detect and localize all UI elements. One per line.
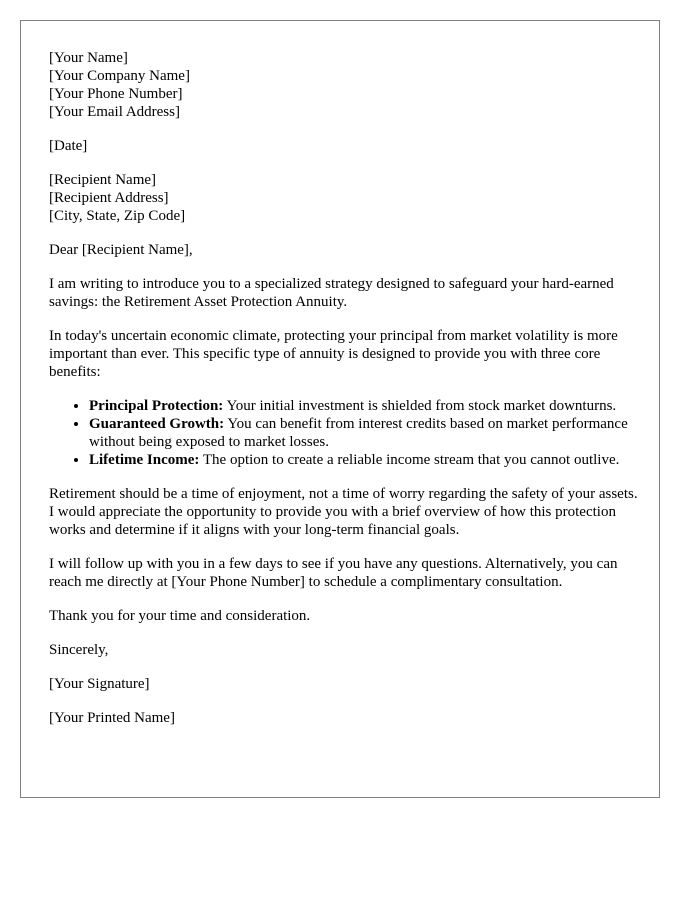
sender-email: [Your Email Address] [49, 104, 180, 120]
sender-name: [Your Name] [49, 50, 128, 66]
salutation: Dear [Recipient Name], [49, 242, 193, 258]
recipient-city-state-zip: [City, State, Zip Code] [49, 208, 186, 224]
letter-date: [Date] [49, 138, 88, 154]
context-paragraph: In today's uncertain economic climate, protecting your principal from market volatility is more important than ever. This specific type of annuity is designed to provide you with three core benefits: [49, 328, 618, 380]
intro-paragraph: I am writing to introduce you to a specialized strategy designed to safeguard your hard-earned savings: the Retirement Asset Protection Annuity. [49, 276, 614, 310]
signature-line: [Your Signature] [49, 676, 150, 692]
thanks-paragraph: Thank you for your time and consideration. [49, 608, 311, 624]
letter-page [20, 20, 660, 798]
benefit-item-principal-protection [89, 397, 639, 415]
benefit-text: You can benefit from interest credits based on market performance without being exposed to market losses. [89, 416, 628, 450]
sender-company: [Your Company Name] [49, 68, 190, 84]
sender-phone: [Your Phone Number] [49, 86, 183, 102]
sender-block [49, 49, 639, 121]
closing-paragraph-2: I will follow up with you in a few days to see if you have any questions. Alternatively, you can reach me directly at [Your Phone Number] to schedule a complimentary consultation. [49, 556, 618, 590]
benefits-list [49, 397, 639, 469]
benefit-item-guaranteed-growth [89, 415, 639, 451]
benefit-item-lifetime-income [89, 451, 639, 469]
recipient-name: [Recipient Name] [49, 172, 157, 188]
benefit-text: Your initial investment is shielded from stock market downturns. [223, 398, 617, 414]
benefit-text: The option to create a reliable income stream that you cannot outlive. [199, 452, 620, 468]
benefit-title: Principal Protection: [89, 398, 224, 414]
closing-paragraph-1: Retirement should be a time of enjoyment, not a time of worry regarding the safety of your assets. I would appreciate the opportunity to provide you with a brief overview of how this protection works and determine if it aligns with your long-term financial goals. [49, 486, 638, 538]
printed-name-line: [Your Printed Name] [49, 710, 175, 726]
letter-body [49, 49, 639, 743]
closing-salutation: Sincerely, [49, 642, 109, 658]
benefit-title: Lifetime Income: [89, 452, 200, 468]
recipient-block [49, 171, 639, 225]
benefit-title: Guaranteed Growth: [89, 416, 225, 432]
recipient-address: [Recipient Address] [49, 190, 169, 206]
